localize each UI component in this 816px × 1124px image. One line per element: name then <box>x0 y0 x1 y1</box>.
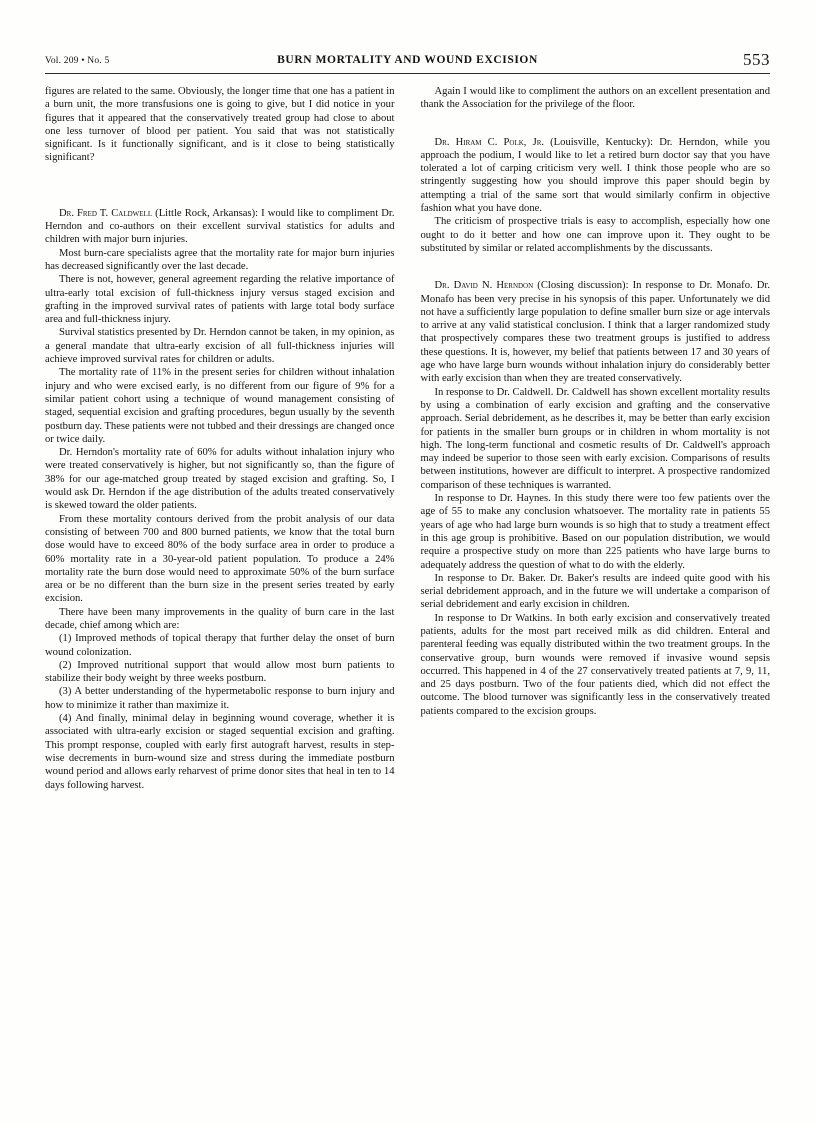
paragraph <box>421 85 771 112</box>
left-column <box>45 85 395 792</box>
paragraph-text: Again I would like to compliment the authors on an excellent presentation and thank the Association for the privilege of the floor. <box>420 86 770 111</box>
paragraph <box>421 612 771 718</box>
paragraph <box>45 513 395 606</box>
text-columns <box>45 85 770 792</box>
page-header <box>45 48 770 70</box>
numbered-item <box>45 632 395 659</box>
discussant-paragraph <box>45 207 395 247</box>
paragraph-text: figures are related to the same. Obviously, the longer time that one has a patient in a burn unit, the more transfusions one is going to give, but I did notice in your figures that it appeared that the conservatively treated group had close to about one less turnover of blood per patient. You said that was not statistically significant. Is it functionally significant, and is it close to being statistically significant? <box>45 86 395 164</box>
speaker-name: Dr. David N. Herndon <box>434 280 534 292</box>
paragraph <box>421 572 771 612</box>
paragraph <box>45 247 395 274</box>
paragraph <box>421 492 771 572</box>
paragraph <box>45 446 395 512</box>
discussant-paragraph <box>421 136 771 216</box>
paragraph <box>45 366 395 446</box>
paragraph-text: The criticism of prospective trials is easy to accomplish, especially how one ought to do it better and how one can improve upon it. They ought to be substituted by similar or related accomplishments by the discussants. <box>420 216 770 254</box>
paragraph-text: (1) Improved methods of topical therapy that further delay the onset of burn wound colonization. <box>45 633 395 658</box>
discussant-paragraph <box>421 279 771 385</box>
numbered-item <box>45 685 395 712</box>
speaker-name: Dr. Hiram C. Polk, Jr. <box>434 136 545 148</box>
right-column <box>421 85 771 792</box>
paragraph-text: Dr. Herndon's mortality rate of 60% for adults without inhalation injury who were treated conservatively is higher, but not significantly so, than the figure of 38% for our age-matched group treated by staged excision and grafting. So, I would ask Dr. Herndon if the age distribution of the adults treated conservatively is skewed toward the older patients. <box>45 447 395 512</box>
paragraph-text: (4) And finally, minimal delay in beginning wound coverage, whether it is associated with ultra-early excision or staged sequential excision and grafting. This prompt response, coupled with early first autograft harvest, results in step-wise decrements in burn-wound size and stress during the immediate postburn wound period and allows early reharvest of prime donor sites that heal in ten to 14 days following harvest. <box>45 713 395 791</box>
volume-info: Vol. 209 • No. 5 <box>45 56 110 66</box>
running-title: BURN MORTALITY AND WOUND EXCISION <box>277 54 538 66</box>
speaker-name: Dr. Fred T. Caldwell <box>59 207 153 219</box>
paragraph-text: (3) A better understanding of the hypermetabolic response to burn injury and how to minimize it rather than maximize it. <box>45 686 395 711</box>
paragraph-text: In response to Dr. Baker. Dr. Baker's results are indeed quite good with his serial debridement approach, and in the future we will undertake a comparison of serial debridement and early excision in children. <box>420 572 770 611</box>
paragraph-text: (Louisville, Kentucky): Dr. Herndon, while you approach the podium, I would like to let a retired burn doctor say that you have tolerated a lot of carping criticism very well. I think those people who are so stringently suggesting how you should improve this paper should begin by attempting a trial of the same sort that would similarly confirm in objective fashion what you have done. <box>420 136 770 215</box>
paragraph-text: (Little Rock, Arkansas): I would like to compliment Dr. Herndon and co-authors on their excellent survival statistics for adults and children with major burn injuries. <box>45 207 395 246</box>
paragraph-text: There is not, however, general agreement regarding the relative importance of ultra-early total excision of full-thickness injury versus staged excision and grafting in the improved survival rates of patients with large total body surface area and full-thickness injury. <box>45 274 395 326</box>
paragraph <box>421 386 771 492</box>
paragraph-text: In response to Dr. Caldwell. Dr. Caldwell has shown excellent mortality results by using a combination of early excision and grafting and the conservative approach. Serial debridement, as he describes it, may be better than early excision for patients in the smaller burn groups or in children in whom mortality is not high. The long-term functional and cosmetic results of Dr. Caldwell's approach may indeed be superior to those seen with early excision. Comparisons of results between institutions, however are difficult to interpret. A prospective randomized comparison of these techniques is warranted. <box>420 386 770 491</box>
numbered-item <box>45 712 395 792</box>
paragraph-text: Most burn-care specialists agree that the mortality rate for major burn injuries has decreased significantly over the last decade. <box>45 247 395 272</box>
paragraph <box>421 215 771 255</box>
paragraph-text: The mortality rate of 11% in the present series for children without inhalation injury and who were excised early, is no different from our figure of 9% for a similar patient cohort using a technique of wound management consisting of staged, sequential excision and grafting procedures, begun usually by the seventh postburn day. These patients were not tubbed and their dressings are changed once or twice daily. <box>45 367 395 445</box>
paragraph-text: (Closing discussion): In response to Dr. Monafo. Dr. Monafo has been very precise in his synopsis of this paper. Unfortunately we did not have a sufficiently large population to define smaller burn size or age intervals to arrive at any valid statistical conclusion. I think that a larger randomized study that prospectively compares these two treatment groups is justified to address these questions. It is, however, my belief that patients between 17 and 30 years of age who have large burn wounds without inhalation injury do considerably better with early excision than when they are treated conservatively. <box>420 280 770 385</box>
numbered-item <box>45 659 395 686</box>
paragraph-text: From these mortality contours derived from the probit analysis of our data consisting of between 700 and 800 burned patients, we know that the total burn dose would have to exceed 80% of the body surface area in order to produce a 60% mortality rate in a 30-year-old patient population. To produce a 24% mortality rate the burn dose would need to approximate 50% of the burn surface area or be no different than the burn size in the present series treated by early excision. <box>45 513 395 605</box>
header-divider <box>45 73 770 74</box>
paragraph <box>45 606 395 633</box>
paragraph-text: In response to Dr Watkins. In both early excision and conservatively treated patients, adults for the most part received milk as did children. Enteral and parenteral feeding was equally distributed within the two treatment groups. In the conservative group, burn wounds were removed if invasive wound sepsis occurred. This happened in 4 of the 27 conservatively treated patients at 7, 9, 11, and 25 days postburn. Two of the four patients died, which did not effect the outcome. The blood turnover was significantly less in the conservatively treated patients compared to the excision groups. <box>420 612 770 717</box>
paragraph-text: There have been many improvements in the quality of burn care in the last decade, chief among which are: <box>45 606 395 631</box>
paragraph-text: In response to Dr. Haynes. In this study there were too few patients over the age of 55 to make any conclusion whatsoever. The mortality rate in patients 55 years of age who had large burn wounds is so high that to study a treatment effect in this age group is prohibitive. Based on our population distribution, we would require a prospective study on more than 225 patients who have large burns to adequately address the question of what to do with the elderly. <box>420 493 770 571</box>
page-number: 553 <box>743 50 770 69</box>
paragraph <box>45 273 395 326</box>
paragraph <box>45 85 395 165</box>
paragraph-text: Survival statistics presented by Dr. Herndon cannot be taken, in my opinion, as a general mandate that ultra-early excision of all full-thickness injuries will achieve improved survival rates for children or adults. <box>45 327 395 366</box>
paragraph <box>45 326 395 366</box>
paragraph-text: (2) Improved nutritional support that would allow most burn patients to stabilize their body weight by three weeks postburn. <box>45 659 395 685</box>
